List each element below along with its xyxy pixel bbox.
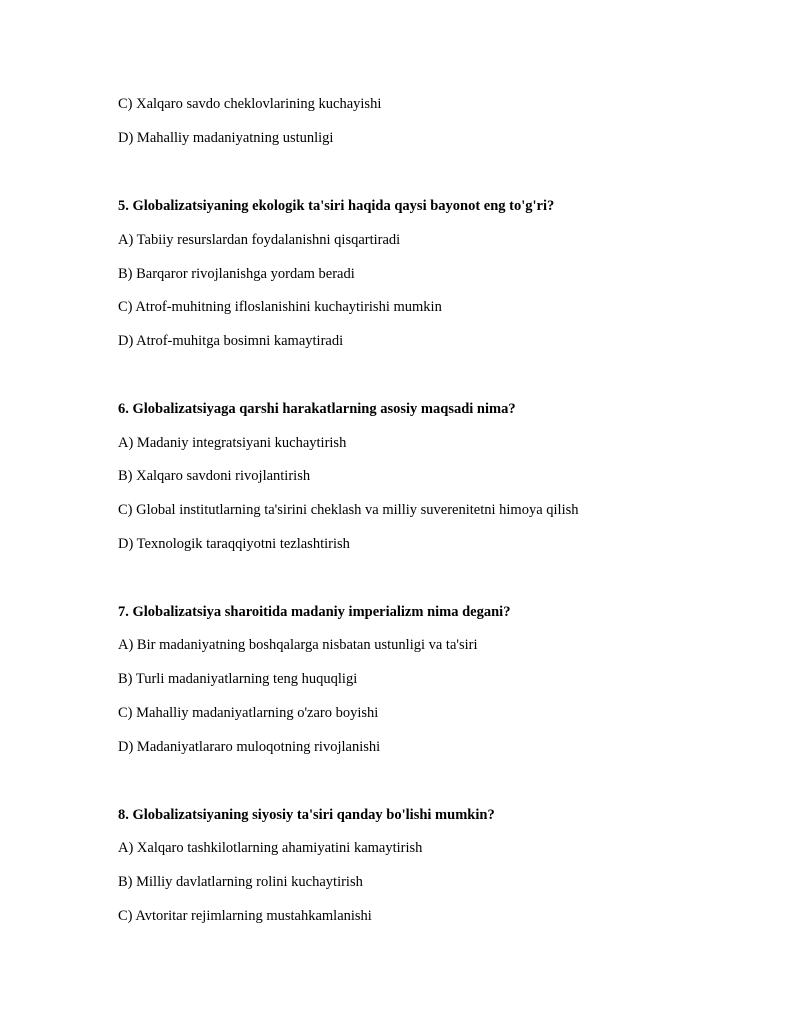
question-6-title: 6. Globalizatsiyaga qarshi harakatlarning asosiy maqsadi nima? [118,401,516,417]
question-5-option-d: D) Atrof-muhitga bosimni kamaytiradi [118,333,344,349]
question-8-title: 8. Globalizatsiyaning siyosiy ta'siri qanday bo'lishi mumkin? [118,807,495,823]
question-5-option-b: B) Barqaror rivojlanishga yordam beradi [118,266,355,282]
question-7-option-b: B) Turli madaniyatlarning teng huquqligi [118,671,358,687]
question-7-option-d: D) Madaniyatlararo muloqotning rivojlanishi [118,739,381,755]
question-6-option-c: C) Global institutlarning ta'sirini cheklash va milliy suverenitetni himoya qilish [118,502,579,518]
question-7-title: 7. Globalizatsiya sharoitida madaniy imperializm nima degani? [118,604,511,620]
question-6-option-b: B) Xalqaro savdoni rivojlantirish [118,468,311,484]
question-5-option-c: C) Atrof-muhitning ifloslanishini kuchaytirishi mumkin [118,299,442,315]
question-5-title: 5. Globalizatsiyaning ekologik ta'siri haqida qaysi bayonot eng to'g'ri? [118,198,555,214]
question-7-option-a: A) Bir madaniyatning boshqalarga nisbatan ustunligi va ta'siri [118,637,478,653]
question-7-option-c: C) Mahalliy madaniyatlarning o'zaro boyishi [118,705,379,721]
question-6-option-d: D) Texnologik taraqqiyotni tezlashtirish [118,536,350,552]
question-8-option-c: C) Avtoritar rejimlarning mustahkamlanishi [118,908,372,924]
option-d: D) Mahalliy madaniyatning ustunligi [118,130,334,146]
question-8-option-a: A) Xalqaro tashkilotlarning ahamiyatini kamaytirish [118,840,423,856]
option-c: C) Xalqaro savdo cheklovlarining kuchayishi [118,96,382,112]
question-8-option-b: B) Milliy davlatlarning rolini kuchaytirish [118,874,363,890]
question-5-option-a: A) Tabiiy resurslardan foydalanishni qisqartiradi [118,232,401,248]
question-6-option-a: A) Madaniy integratsiyani kuchaytirish [118,435,347,451]
